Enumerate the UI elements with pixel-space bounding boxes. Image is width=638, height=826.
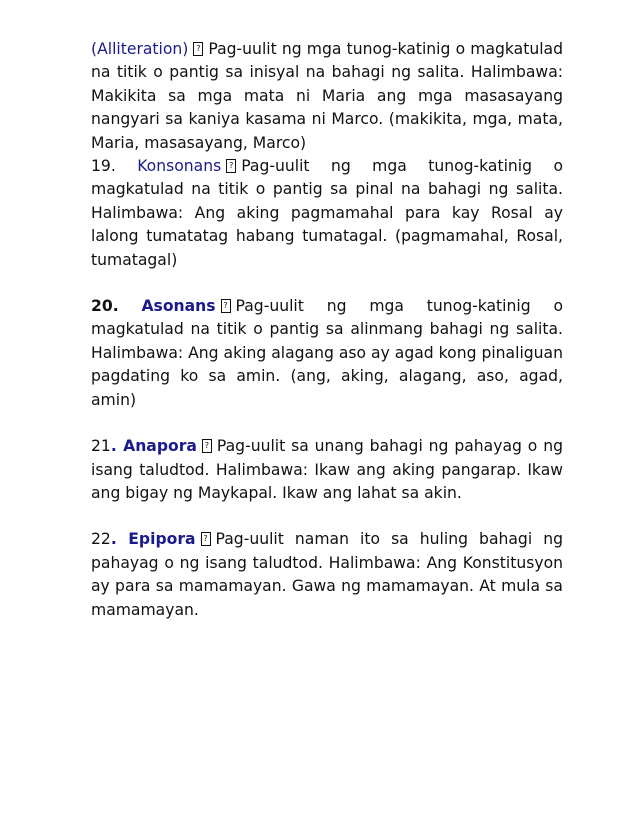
entry-number: 22 (91, 530, 111, 549)
entry-text: Pag-uulit ng mga tunog-katinig o magkatulad na titik o pantig sa pinal na bahagi ng salita. Halimbawa: Ang aking pagmamahal para kay Rosal ay lalong tumatatag habang tumatagal. (pagmamahal, Rosal, tumatagal) (91, 157, 563, 269)
entry-number: 19. (91, 157, 116, 176)
entry-text: Pag-uulit ng mga tunog-katinig o magkatulad na titik o pantig sa inisyal na bahagi ng salita. Halimbawa: Makikita sa mga mata ni Maria ang mga masasayang nangyari sa kaniya kasama ni Marco. (makikita, mga, mata, Maria, masasayang, Marco) (91, 40, 563, 152)
entry-number: 21 (91, 437, 111, 456)
entry-text: Pag-uulit ng mga tunog-katinig o magkatulad na titik o pantig sa alinmang bahagi ng salita. Halimbawa: Ang aking alagang aso ay agad kong pinaliguan pagdating ko sa amin. (ang, aking, alagang, aso, agad, amin) (91, 297, 563, 409)
entry-alliteration (91, 38, 563, 155)
entry-asonans (91, 295, 563, 412)
missing-glyph-icon: ? (202, 439, 212, 453)
missing-glyph-icon: ? (226, 159, 236, 173)
entry-term: . Anapora (110, 437, 197, 456)
document-page (91, 38, 563, 622)
entry-anapora (91, 435, 563, 505)
missing-glyph-icon: ? (221, 299, 231, 313)
entry-term: . Epipora (110, 530, 196, 549)
entry-term: Asonans (141, 297, 216, 316)
entry-konsonans (91, 155, 563, 272)
missing-glyph-icon: ? (201, 532, 211, 546)
entry-text: Pag-uulit sa unang bahagi ng pahayag o ng isang taludtod. Halimbawa: Ikaw ang aking pangarap. Ikaw ang bigay ng Maykapal. Ikaw ang lahat sa akin. (91, 437, 563, 502)
entry-epipora (91, 528, 563, 622)
missing-glyph-icon: ? (193, 42, 203, 56)
entry-term: (Alliteration) (91, 40, 189, 58)
entry-number: 20. (91, 297, 119, 316)
entry-term: Konsonans (137, 157, 222, 176)
entry-text: Pag-uulit naman ito sa huling bahagi ng pahayag o ng isang taludtod. Halimbawa: Ang Konstitusyon ay para sa mamamayan. Gawa ng mamamayan. At mula sa mamamayan. (91, 530, 563, 619)
